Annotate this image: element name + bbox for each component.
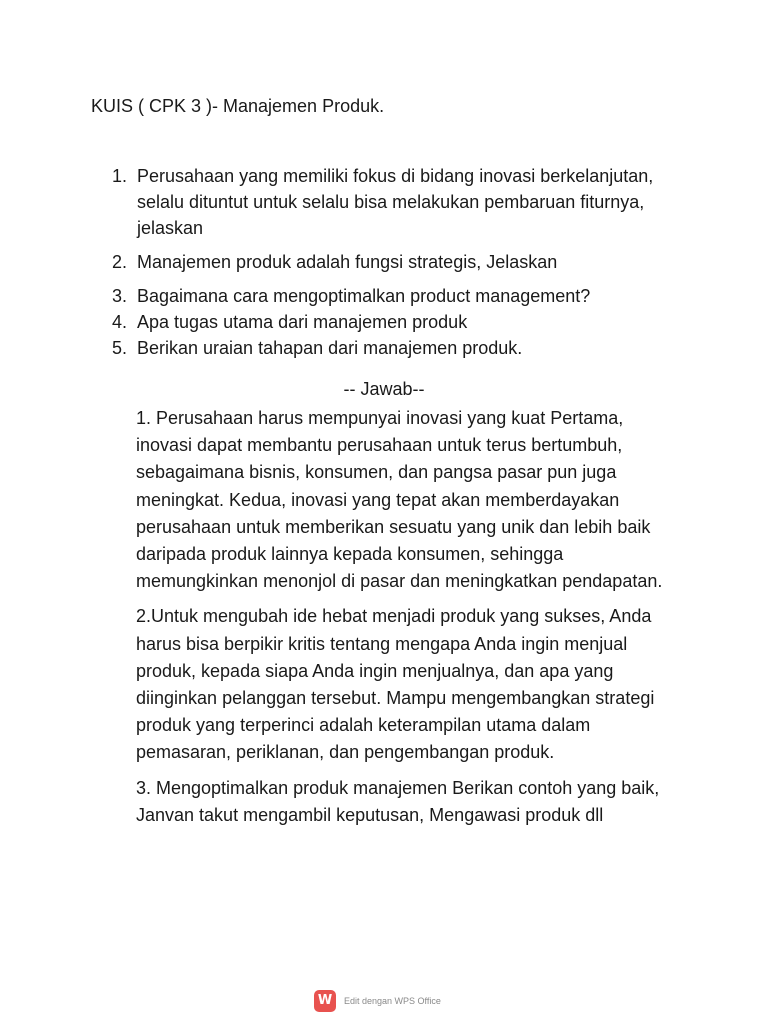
answer-paragraph: 3. Mengoptimalkan produk manajemen Berikan contoh yang baik, Janvan takut mengambil keputusan, Mengawasi produk dll <box>136 777 660 825</box>
question-item <box>112 283 672 309</box>
question-text: Perusahaan yang memiliki fokus di bidang inovasi berkelanjutan, selalu dituntut untuk selalu bisa melakukan pembaruan fiturnya, jelaskan <box>137 166 654 238</box>
question-item <box>112 309 672 335</box>
answer-paragraph: 1. Perusahaan harus mempunyai inovasi yang kuat Pertama, inovasi dapat membantu perusahaan untuk terus bertumbuh, sebagaimana bisnis, konsumen, dan pangsa pasar pun juga meningkat. Kedua, inovasi yang tepat akan memberdayakan perusahaan untuk memberikan sesuatu yang unik dan lebih baik daripada produk lainnya kepada konsumen, sehingga memungkinkan menonjol di pasar dan meningkatkan pendapatan. <box>136 408 663 592</box>
question-item <box>112 335 672 361</box>
question-text: Bagaimana cara mengoptimalkan product management? <box>137 286 591 306</box>
answer-section <box>136 405 676 837</box>
question-number: 5. <box>112 338 128 358</box>
question-text: Manajemen produk adalah fungsi strategis, Jelaskan <box>137 252 558 272</box>
answer-paragraph: 2.Untuk mengubah ide hebat menjadi produk yang sukses, Anda harus bisa berpikir kritis tentang mengapa Anda ingin menjual produk, kepada siapa Anda ingin menjualnya, dan apa yang diinginkan pelanggan tersebut. Mampu mengembangkan strategi produk yang terperinci adalah keterampilan utama dalam pemasaran, periklanan, dan pengembangan produk. <box>136 606 655 763</box>
wps-edit-label: Edit dengan WPS Office <box>344 996 441 1006</box>
question-item <box>112 163 672 241</box>
wps-office-icon: W <box>314 990 336 1012</box>
answer-heading: -- Jawab-- <box>343 379 425 399</box>
wps-edit-badge[interactable] <box>314 990 441 1012</box>
question-text: Berikan uraian tahapan dari manajemen produk. <box>137 338 523 358</box>
question-number: 2. <box>112 252 128 272</box>
question-item <box>112 249 672 275</box>
question-text: Apa tugas utama dari manajemen produk <box>137 312 468 332</box>
question-number: 1. <box>112 166 128 186</box>
question-number: 3. <box>112 286 128 306</box>
question-list <box>112 163 672 361</box>
document-title: KUIS ( CPK 3 )- Manajemen Produk. <box>91 96 385 116</box>
question-number: 4. <box>112 312 128 332</box>
